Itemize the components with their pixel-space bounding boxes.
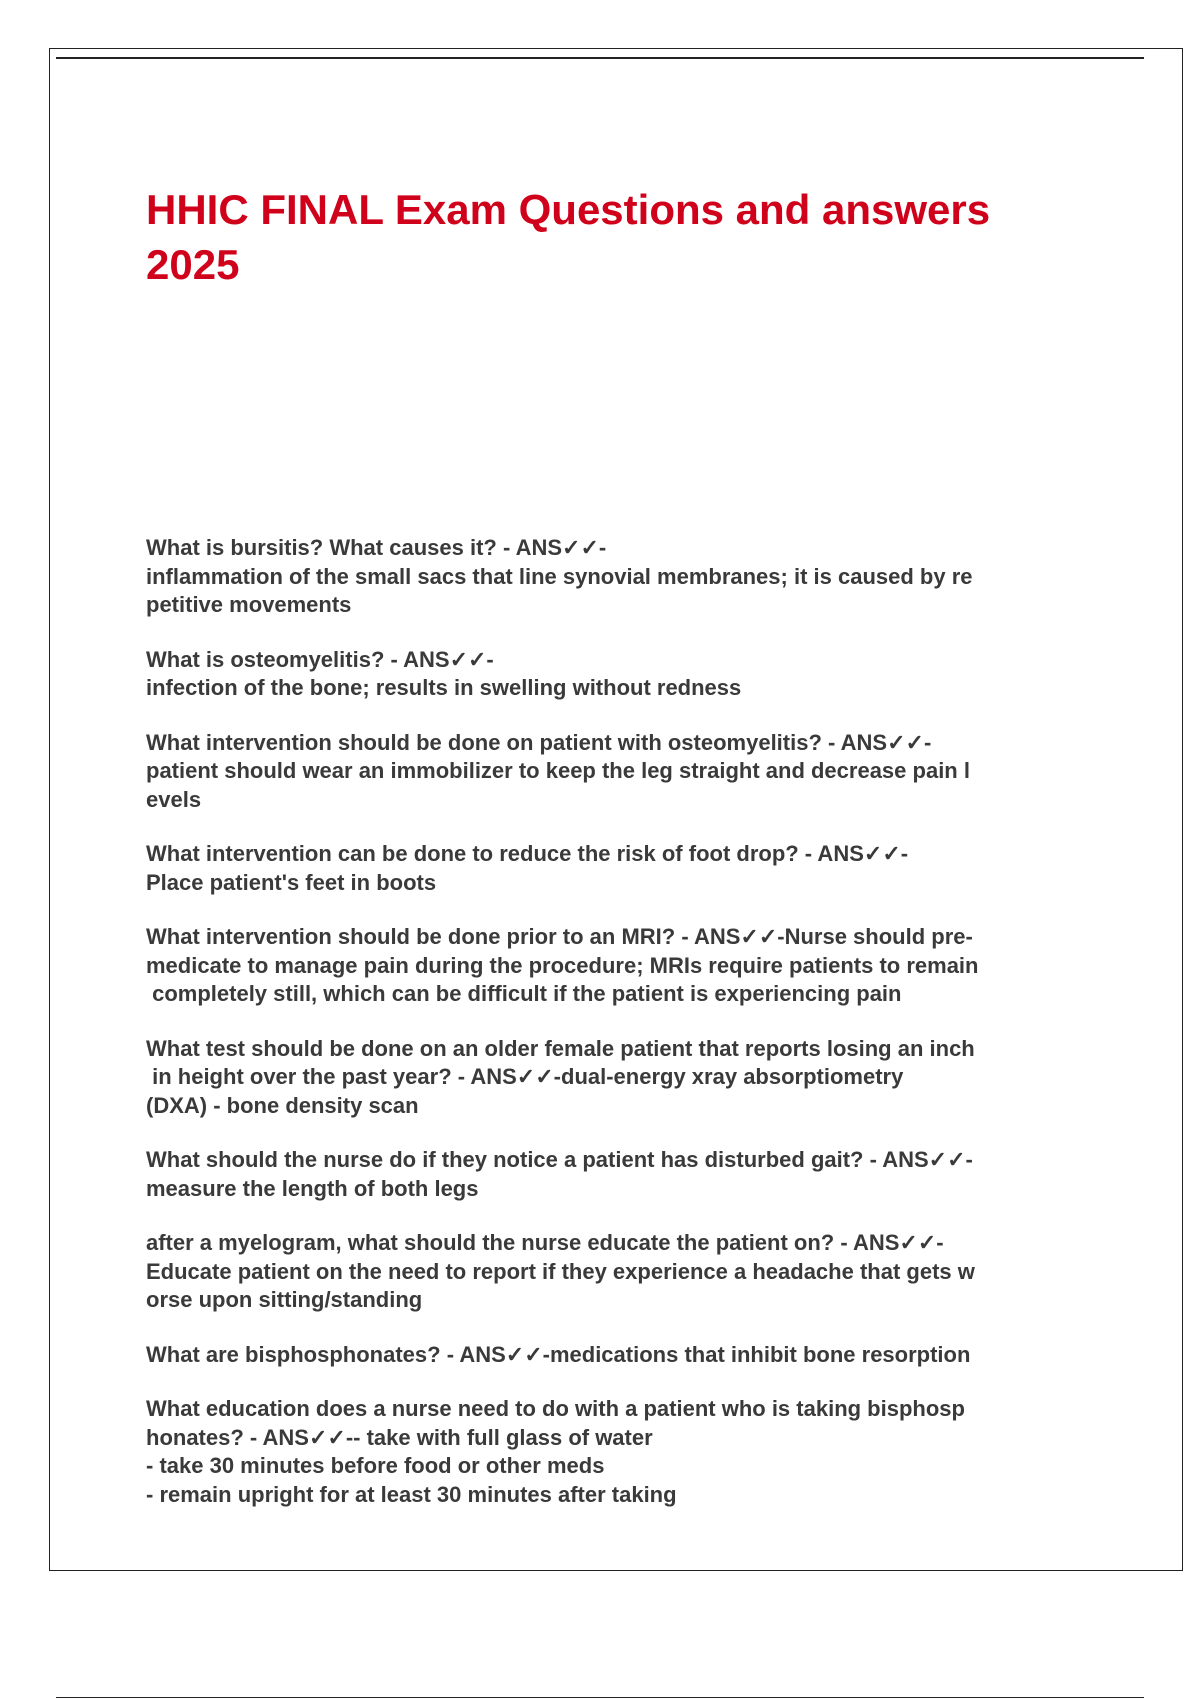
qa-line: What test should be done on an older female patient that reports losing an inch [146, 1035, 975, 1061]
qa-line: What intervention can be done to reduce the risk of foot drop? - ANS✓✓- [146, 841, 909, 866]
qa-line: in height over the past year? - ANS✓✓-dual-energy xray absorptiometry [146, 1064, 904, 1089]
qa-line: What is bursitis? What causes it? - ANS✓✓- [146, 535, 607, 560]
qa-line: What are bisphosphonates? - ANS✓✓-medications that inhibit bone resorption [146, 1341, 971, 1367]
qa-line: Place patient's feet in boots [146, 869, 437, 895]
top-rule [56, 57, 1144, 59]
qa-line: honates? - ANS✓✓-- take with full glass of water [146, 1424, 653, 1450]
title-line: HHIC FINAL Exam Questions and answers [146, 186, 991, 233]
qa-line: evels [146, 786, 202, 812]
qa-item-bursitis [146, 534, 1096, 620]
qa-line: What intervention should be done on patient with osteomyelitis? - ANS✓✓- [146, 729, 932, 755]
qa-line: (DXA) - bone density scan [146, 1092, 419, 1118]
qa-line: What is osteomyelitis? - ANS✓✓- [146, 646, 494, 672]
qa-line: completely still, which can be difficult if the patient is experiencing pain [146, 981, 902, 1006]
title-line: 2025 [146, 241, 240, 288]
next-page-top-rule [56, 1697, 1144, 1698]
qa-item-height-loss-test [146, 1035, 1096, 1121]
qa-line: infection of the bone; results in swelling without redness [146, 675, 742, 700]
qa-item-osteomyelitis-intervention [146, 729, 1096, 815]
qa-item-myelogram [146, 1229, 1096, 1315]
qa-line: patient should wear an immobilizer to keep the leg straight and decrease pain l [146, 758, 970, 783]
qa-line: measure the length of both legs [146, 1175, 479, 1201]
qa-item-foot-drop [146, 840, 1096, 897]
qa-item-bisphosphonate-education [146, 1395, 1096, 1509]
qa-item-osteomyelitis [146, 646, 1096, 703]
qa-line: medicate to manage pain during the procedure; MRIs require patients to remain [146, 952, 979, 978]
qa-line: inflammation of the small sacs that line synovial membranes; it is caused by re [146, 563, 973, 589]
qa-line: petitive movements [146, 592, 352, 617]
qa-line: What intervention should be done prior to an MRI? - ANS✓✓-Nurse should pre- [146, 924, 973, 949]
qa-item-disturbed-gait [146, 1146, 1096, 1203]
qa-line: What education does a nurse need to do with a patient who is taking bisphosp [146, 1396, 965, 1421]
document-title [146, 182, 1106, 292]
qa-line: - take 30 minutes before food or other meds [146, 1453, 605, 1478]
qa-item-bisphosphonates [146, 1341, 1096, 1370]
qa-list [146, 534, 1096, 1535]
qa-item-mri [146, 923, 1096, 1009]
qa-line: after a myelogram, what should the nurse educate the patient on? - ANS✓✓- [146, 1230, 944, 1255]
qa-line: Educate patient on the need to report if they experience a headache that gets w [146, 1258, 975, 1284]
qa-line: What should the nurse do if they notice a patient has disturbed gait? - ANS✓✓- [146, 1147, 973, 1172]
qa-line: orse upon sitting/standing [146, 1287, 423, 1312]
qa-line: - remain upright for at least 30 minutes after taking [146, 1481, 677, 1507]
